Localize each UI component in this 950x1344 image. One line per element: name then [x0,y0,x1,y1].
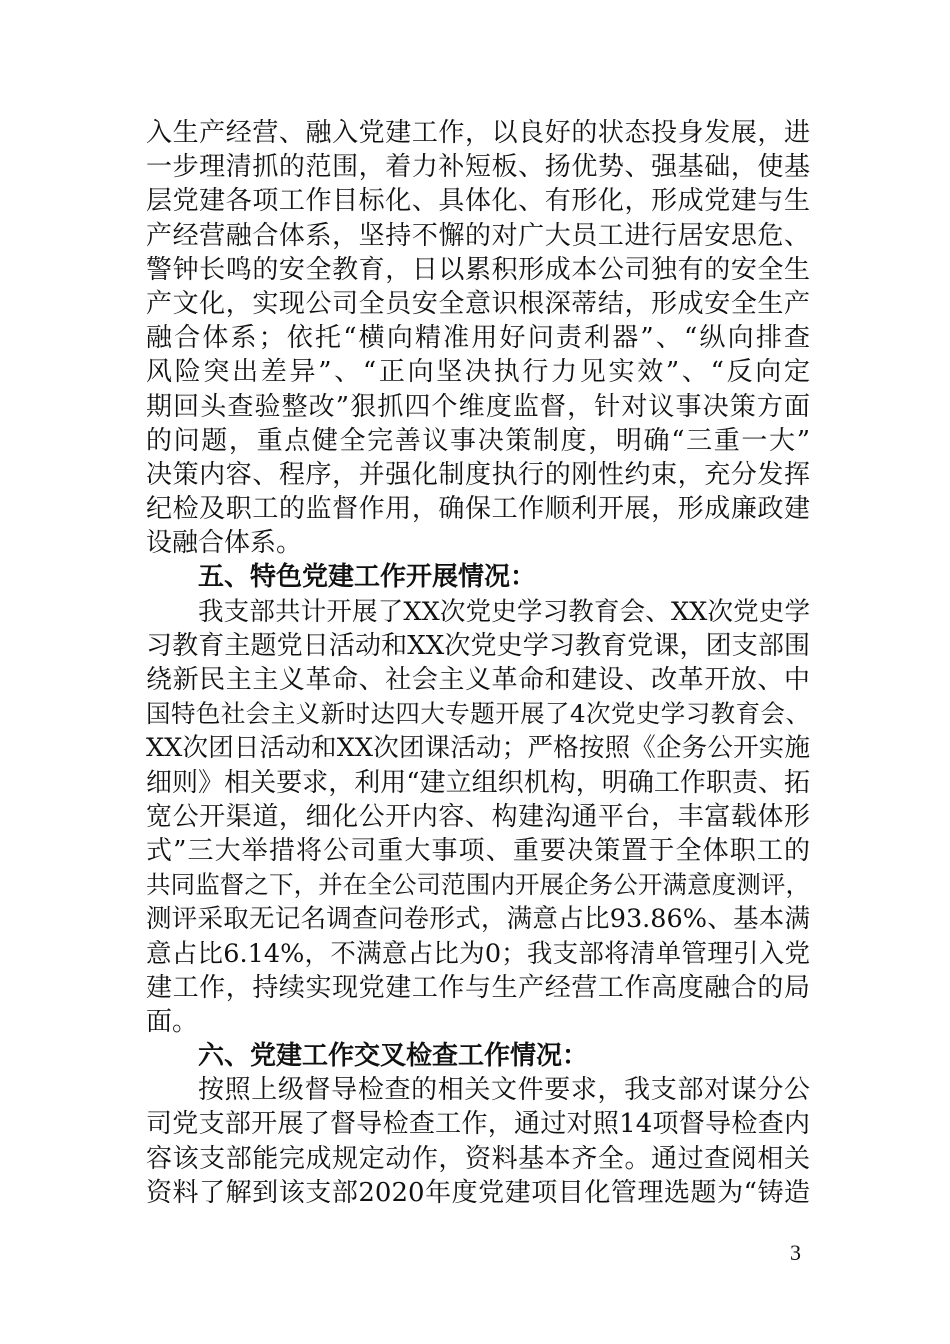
body-line: 按照上级督导检查的相关文件要求，我支部对谋分公 [198,1075,810,1106]
body-line: 绕新民主主义革命、社会主义革命和建设、改革开放、中 [146,665,810,695]
body-line: 面。 [146,1006,199,1037]
body-line: 司党支部开展了督导检查工作，通过对照14项督导检查内 [146,1109,810,1140]
body-line: 期回头查验整改”狠抓四个维度监督，针对议事决策方面 [146,391,810,422]
body-line: 式”三大举措将公司重大事项、重要决策置于全体职工的 [146,835,810,866]
body-line: 资料了解到该支部2020年度党建项目化管理选题为“铸造 [146,1177,810,1208]
body-line: 国特色社会主义新时达四大专题开展了4次党史学习教育会、 [146,699,810,729]
body-line: 纪检及职工的监督作用，确保工作顺利开展，形成廉政建 [146,494,810,525]
body-line: 习教育主题党日活动和XX次党史学习教育党课，团支部围 [146,630,810,661]
section-heading-6: 六、党建工作交叉检查工作情况： [198,1041,589,1072]
body-line: XX次团日活动和XX次团课活动；严格按照《企务公开实施 [146,733,810,764]
page-number: 3 [790,1240,801,1265]
body-line: 警钟长鸣的安全教育，日以累积形成本公司独有的安全生 [146,254,810,285]
body-line: 决策内容、程序，并强化制度执行的刚性约束，充分发挥 [146,459,810,490]
body-line: 设融合体系。 [146,528,303,559]
body-line: 共同监督之下，并在全公司范围内开展企务公开满意度测评， [146,870,810,900]
body-line: 宽公开渠道，细化公开内容、构建沟通平台，丰富载体形 [146,801,810,832]
body-line: 细则》相关要求，利用“建立组织机构，明确工作职责、拓 [146,767,810,798]
body-line: 的问题，重点健全完善议事决策制度，明确“三重一大” [146,425,810,456]
document-body [146,116,810,1210]
body-line: 容该支部能完成规定动作，资料基本齐全。通过查阅相关 [146,1143,810,1174]
body-line: 一步理清抓的范围，着力补短板、扬优势、强基础，使基 [146,152,810,183]
body-line: 测评采取无记名调查问卷形式，满意占比93.86%、基本满 [146,904,810,935]
body-line: 层党建各项工作目标化、具体化、有形化，形成党建与生 [146,186,810,217]
body-line: 入生产经营、融入党建工作，以良好的状态投身发展，进 [146,118,810,148]
body-line: 融合体系；依托“横向精准用好问责利器”、“纵向排查 [146,323,810,354]
body-line: 我支部共计开展了XX次党史学习教育会、XX次党史学 [198,596,810,627]
body-line: 产文化，实现公司全员安全意识根深蒂结，形成安全生产 [146,288,810,319]
section-heading-5: 五、特色党建工作开展情况： [198,562,537,593]
body-line: 产经营融合体系，坚持不懈的对广大员工进行居安思危、 [146,220,810,251]
body-line: 建工作，持续实现党建工作与生产经营工作高度融合的局 [146,972,810,1003]
body-line: 意占比6.14%，不满意占比为0；我支部将清单管理引入党 [146,938,810,969]
body-line: 风险突出差异”、“正向坚决执行力见实效”、“反向定 [146,357,810,388]
